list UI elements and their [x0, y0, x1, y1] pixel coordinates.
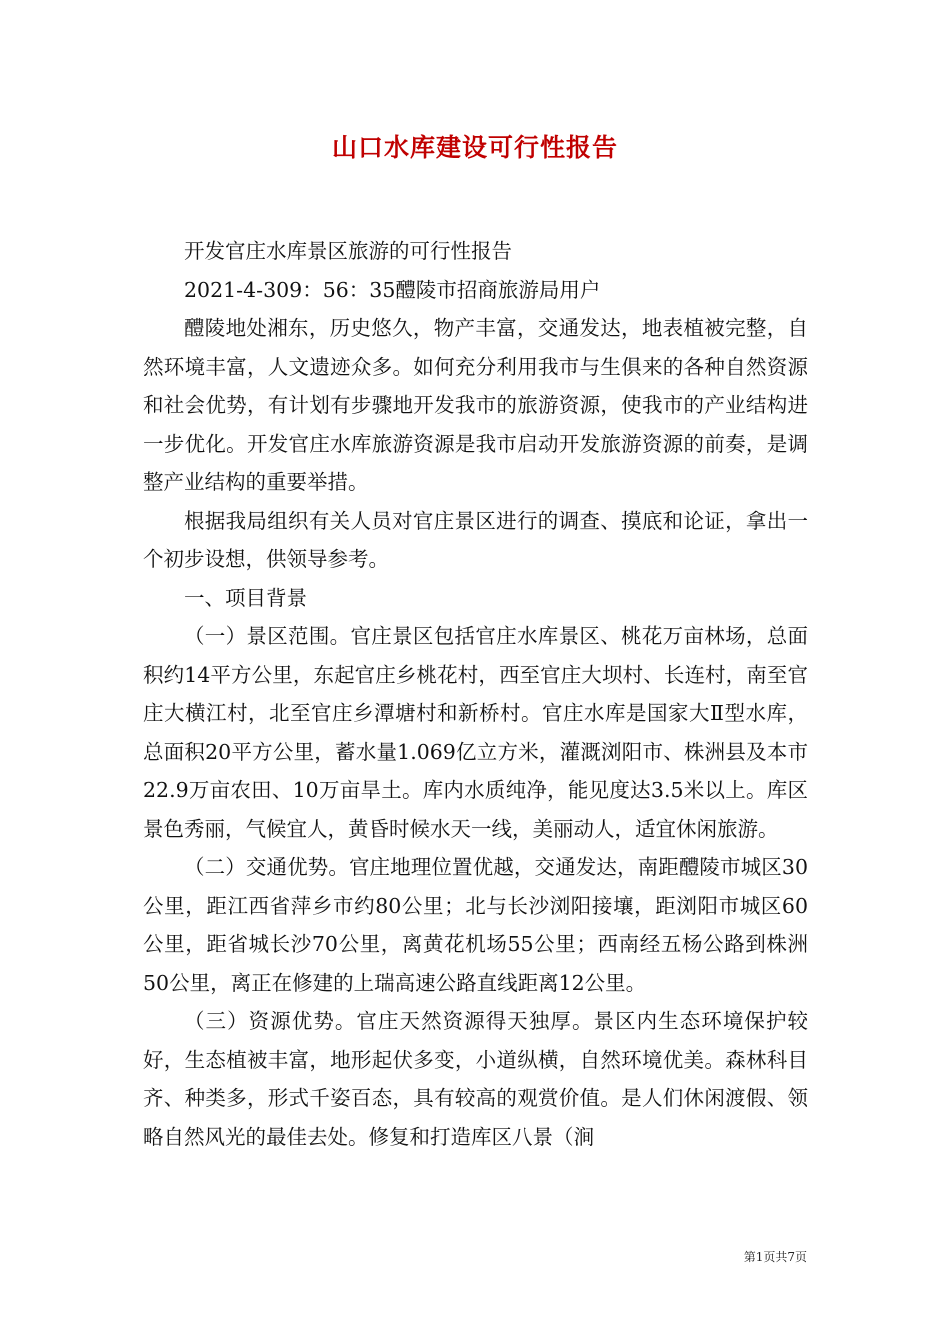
paragraph-intro: 醴陵地处湘东，历史悠久，物产丰富，交通发达，地表植被完整，自然环境丰富，人文遗迹众多。如何充分利用我市与生俱来的各种自然资源和社会优势，有计划有步骤地开发我市的旅游资源，使我市的产业结构进一步优化。开发官庄水库旅游资源是我市启动开发旅游资源的前奏，是调整产业结构的重要举措。	[143, 316, 808, 494]
paragraph-purpose: 根据我局组织有关人员对官庄景区进行的调查、摸底和论证，拿出一个初步设想，供领导参考。	[143, 508, 808, 571]
paragraph-transport: （二）交通优势。官庄地理位置优越，交通发达，南距醴陵市城区30公里，距江西省萍乡市约80公里；北与长沙浏阳接壤，距浏阳市城区60公里，距省城长沙70公里，离黄花机场55公里；西南经五杨公路到株洲50公里，离正在修建的上瑞高速公路直线距离12公里。	[143, 855, 808, 995]
paragraph-dateline: 2021-4-309：56：35醴陵市招商旅游局用户	[184, 277, 601, 302]
document-body	[143, 232, 808, 1156]
paragraph-subtitle: 开发官庄水库景区旅游的可行性报告	[184, 239, 512, 263]
section-heading-background: 一、项目背景	[184, 585, 307, 610]
document-title: 山口水库建设可行性报告	[331, 133, 618, 162]
page-number: 第1页共7页	[743, 1250, 807, 1264]
paragraph-resources: （三）资源优势。官庄天然资源得天独厚。景区内生态环境保护较好，生态植被丰富，地形起伏多变，小道纵横，自然环境优美。森林科目齐、种类多，形式千姿百态，具有较高的观赏价值。是人们休闲渡假、领略自然风光的最佳去处。修复和打造库区八景（涧	[143, 1009, 808, 1149]
paragraph-scope: （一）景区范围。官庄景区包括官庄水库景区、桃花万亩林场，总面积约14平方公里，东起官庄乡桃花村，西至官庄大坝村、长连村，南至官庄大横江村，北至官庄乡潭塘村和新桥村。官庄水库是国家大Ⅱ型水库，总面积20平方公里，蓄水量1.069亿立方米，灌溉浏阳市、株洲县及本市22.9万亩农田、10万亩旱土。库内水质纯净，能见度达3.5米以上。库区景色秀丽，气候宜人，黄昏时候水天一线，美丽动人，适宜休闲旅游。	[143, 624, 808, 841]
